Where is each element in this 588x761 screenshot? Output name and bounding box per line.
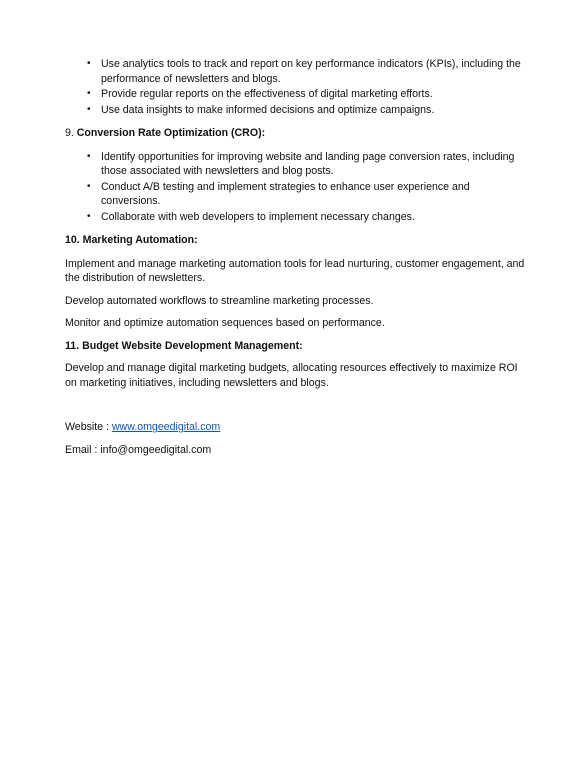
- section9-bullet-list: [65, 150, 525, 225]
- section10-paragraph: Develop automated workflows to streamline marketing processes.: [65, 294, 374, 307]
- list-item: [87, 210, 525, 225]
- list-item: [87, 57, 525, 86]
- document-content: [65, 57, 525, 457]
- bullet-icon: •: [87, 150, 91, 162]
- list-item-text: Collaborate with web developers to implement necessary changes.: [101, 210, 415, 223]
- section11-paragraph: Develop and manage digital marketing budgets, allocating resources effectively to maximize ROI on marketing initiatives, including newsletters and blogs.: [65, 362, 518, 389]
- list-item-text: Use analytics tools to track and report on key performance indicators (KPIs), including the performance of newsletters and blogs.: [101, 58, 521, 85]
- list-item-text: Conduct A/B testing and implement strategies to enhance user experience and conversions.: [101, 180, 470, 207]
- section11-title: 11. Budget Website Development Management:: [65, 339, 303, 352]
- list-item: [87, 103, 525, 118]
- section10-title: 10. Marketing Automation:: [65, 234, 198, 246]
- section9-number: 9.: [65, 127, 77, 139]
- bullet-icon: •: [87, 210, 91, 222]
- list-item-text: Provide regular reports on the effectiveness of digital marketing efforts.: [101, 88, 433, 100]
- list-item: [87, 150, 525, 179]
- email-value: info@omgeedigital.com: [100, 443, 212, 456]
- bullet-icon: •: [87, 180, 91, 192]
- website-label: Website :: [65, 421, 112, 433]
- website-link[interactable]: www.omgeedigital.com: [111, 421, 221, 433]
- section9-heading: [65, 126, 525, 141]
- section10-heading: [65, 233, 525, 248]
- section8-bullet-list: [65, 57, 525, 117]
- bullet-icon: •: [87, 103, 91, 115]
- section11-heading: [65, 339, 525, 354]
- website-line: [65, 420, 525, 435]
- section9-title: Conversion Rate Optimization (CRO):: [76, 127, 266, 139]
- section10-paragraph: Monitor and optimize automation sequences based on performance.: [65, 317, 385, 329]
- section10-paragraph: Implement and manage marketing automation tools for lead nurturing, customer engagement, and the distribution of newsletters.: [65, 257, 525, 284]
- bullet-icon: •: [87, 58, 91, 69]
- list-item: [87, 87, 525, 102]
- list-item-text: Use data insights to make informed decisions and optimize campaigns.: [101, 103, 435, 116]
- list-item: [87, 180, 525, 209]
- list-item-text: Identify opportunities for improving website and landing page conversion rates, including those associated with newsletters and blog posts.: [101, 150, 515, 177]
- bullet-icon: •: [87, 88, 91, 99]
- email-line: [65, 443, 525, 458]
- email-label: Email :: [65, 443, 101, 456]
